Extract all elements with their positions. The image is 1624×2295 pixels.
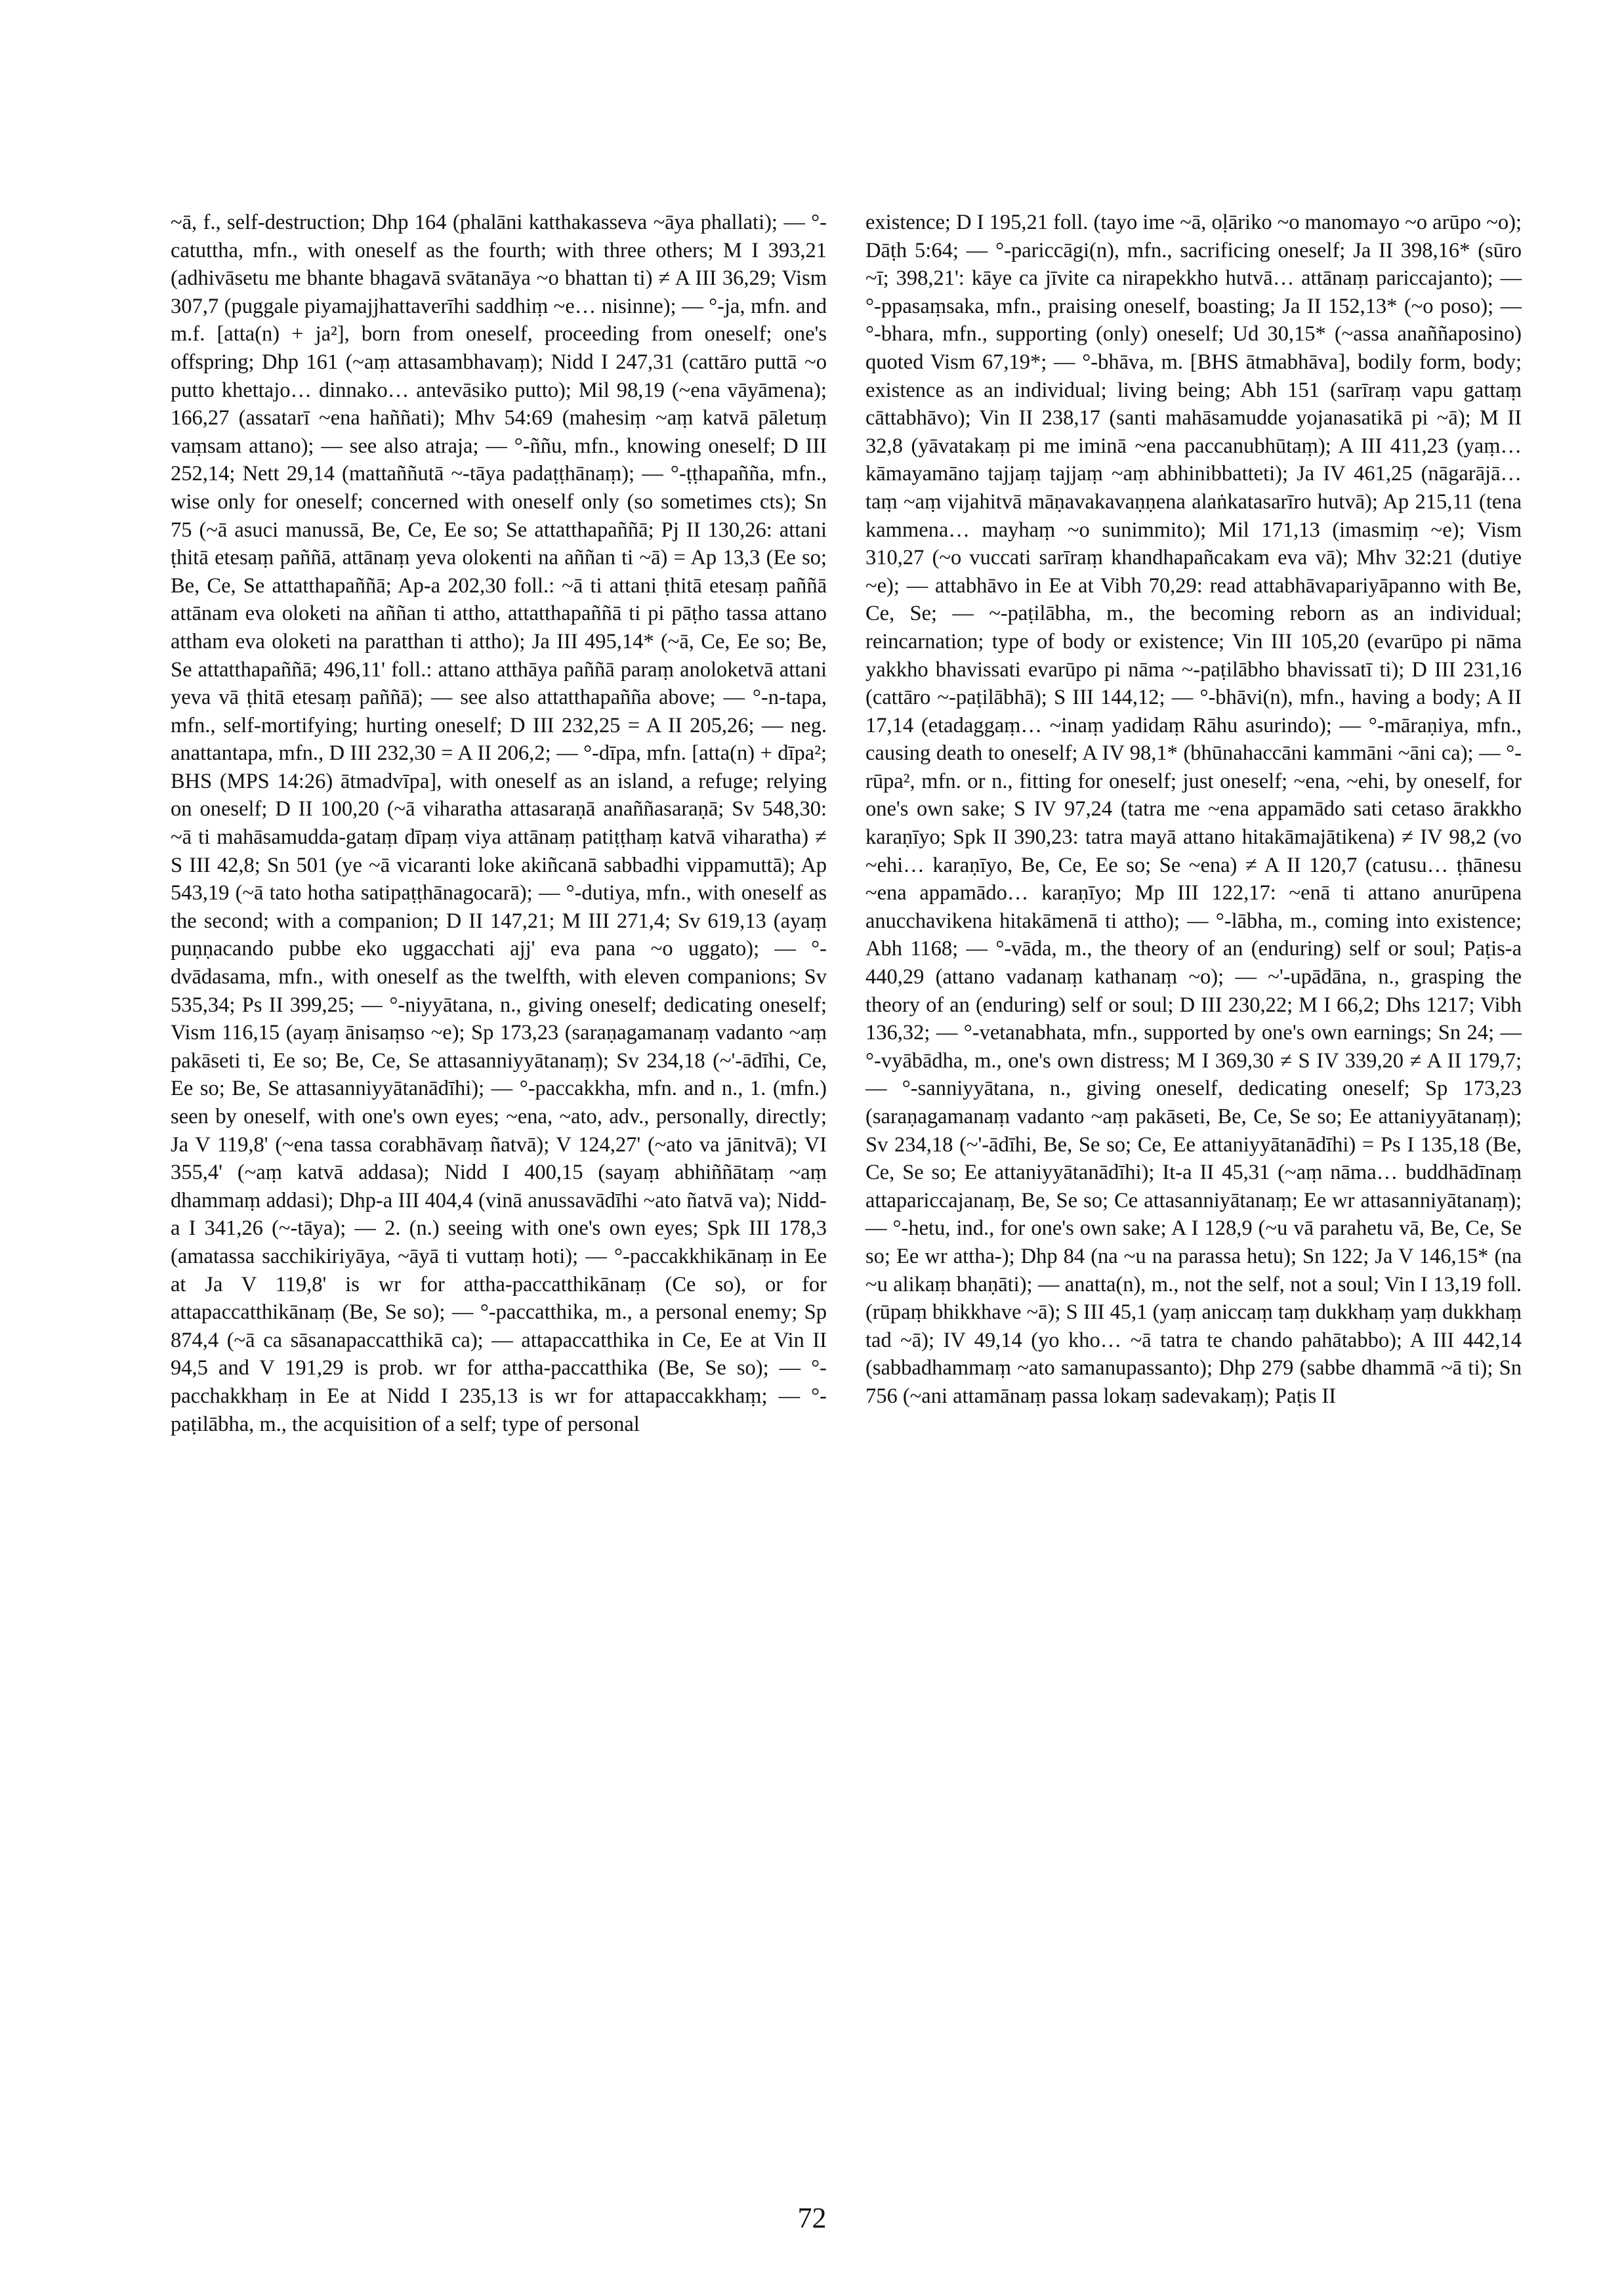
left-column xyxy=(171,209,827,1438)
left-column-text: ~ā, f., self-destruction; Dhp 164 (phalāni katthakasseva ~āya phallati); — °-catuttha, mfn., with oneself as the fourth; with three others; M I 393,21 (adhivāsetu me bhante bhagavā svātanāya ~o bhattan ti) ≠ A III 36,29; Vism 307,7 (puggale piyamajjhattaverīhi saddhiṃ ~e… nisinne); — °-ja, mfn. and m.f. [atta(n) + ja²], born from oneself, proceeding from oneself; one's offspring; Dhp 161 (~aṃ attasambhavaṃ); Nidd I 247,31 (cattāro puttā ~o putto khettajo… dinnako… antevāsiko putto); Mil 98,19 (~ena vāyāmena); 166,27 (assatarī ~ena haññati); Mhv 54:69 (mahesiṃ ~aṃ katvā pāletuṃ vaṃsam attano); — see also atraja; — °-ññu, mfn., knowing oneself; D III 252,14; Nett 29,14 (mattaññutā ~-tāya padaṭṭhānaṃ); — °-ṭṭhapañña, mfn., wise only for oneself; concerned with oneself only (so sometimes cts); Sn 75 (~ā asuci manussā, Be, Ce, Ee so; Se attatthapaññā; Pj II 130,26: attani ṭhitā etesaṃ paññā, attānaṃ yeva olokenti na aññan ti ~ā) = Ap 13,3 (Ee so; Be, Ce, Se attatthapaññā; Ap-a 202,30 foll.: ~ā ti attani ṭhitā etesaṃ paññā attānam eva oloketi na aññan ti attho, attatthapaññā ti pi pāṭho tassa attano attham eva oloketi na paratthan ti attho); Ja III 495,14* (~ā, Ce, Ee so; Be, Se attatthapaññā; 496,11' foll.: attano atthāya paññā paraṃ anoloketvā attani yeva vā ṭhitā etesaṃ paññā); — see also attatthapañña above; — °-n-tapa, mfn., self-mortifying; hurting oneself; D III 232,25 = A II 205,26; — neg. anattantapa, mfn., D III 232,30 = A II 206,2; — °-dīpa, mfn. [atta(n) + dīpa²; BHS (MPS 14:26) ātmadvīpa], with oneself as an island, a refuge; relying on oneself; D II 100,20 (~ā viharatha attasaraṇā anaññasaraṇā; Sv 548,30: ~ā ti mahāsamudda-gataṃ dīpaṃ viya attānaṃ patiṭṭhaṃ katvā viharatha) ≠ S III 42,8; Sn 501 (ye ~ā vicaranti loke akiñcanā sabbadhi vippamuttā); Ap 543,19 (~ā tato hotha satipaṭṭhānagocarā); — °-dutiya, mfn., with oneself as the second; with a companion; D II 147,21; M III 271,4; Sv 619,13 (ayaṃ puṇṇacando pubbe eko uggacchati ajj' eva pana ~o uggato); — °-dvādasama, mfn., with oneself as the twelfth, with eleven companions; Sv 535,34; Ps II 399,25; — °-niyyātana, n., giving oneself; dedicating oneself; Vism 116,15 (ayaṃ ānisaṃso ~e); Sp 173,23 (saraṇagamanaṃ vadanto ~aṃ pakāseti ti, Ee so; Be, Ce, Se attasanniyyātanaṃ); Sv 234,18 (~'-ādīhi, Ce, Ee so; Be, Se attasanniyyātanādīhi); — °-paccakkha, mfn. and n., 1. (mfn.) seen by oneself, with one's own eyes; ~ena, ~ato, adv., personally, directly; Ja V 119,8' (~ena tassa corabhāvaṃ ñatvā); V 124,27' (~ato va jānitvā); VI 355,4' (~aṃ katvā addasa); Nidd I 400,15 (sayaṃ abhiññātaṃ ~aṃ dhammaṃ addasi); Dhp-a III 404,4 (vinā anussavādīhi ~ato ñatvā va); Nidd-a I 341,26 (~-tāya); — 2. (n.) seeing with one's own eyes; Spk III 178,3 (amatassa sacchikiriyāya, ~āyā ti vuttaṃ hoti); — °-paccakkhikānaṃ in Ee at Ja V 119,8' is wr for attha-paccatthikānaṃ (Ce so), or for attapaccatthikānaṃ (Be, Se so); — °-paccatthika, m., a personal enemy; Sp 874,4 (~ā ca sāsanapaccatthikā ca); — attapaccatthika in Ce, Ee at Vin II 94,5 and V 191,29 is prob. wr for attha-paccatthika (Be, Se so); — °-pacchakkhaṃ in Ee at Nidd I 235,13 is wr for attapaccakkhaṃ; — °-paṭilābha, m., the acquisition of a self; type of personal xyxy=(171,211,827,1436)
right-column-text: existence; D I 195,21 foll. (tayo ime ~ā, oḷāriko ~o manomayo ~o arūpo ~o); Dāṭh 5:64; — °-pariccāgi(n), mfn., sacrificing oneself; Ja II 398,16* (sūro ~ī; 398,21': kāye ca jīvite ca nirapekkho hutvā… attānaṃ pariccajanto); — °-ppasaṃsaka, mfn., praising oneself, boasting; Ja II 152,13* (~o poso); — °-bhara, mfn., supporting (only) oneself; Ud 30,15* (~assa anaññaposino) quoted Vism 67,19*; — °-bhāva, m. [BHS ātmabhāva], bodily form, body; existence as an individual; living being; Abh 151 (sarīraṃ vapu gattaṃ cāttabhāvo); Vin II 238,17 (santi mahāsamudde yojanasatikā pi ~ā); M II 32,8 (yāvatakaṃ pi me iminā ~ena paccanubhūtaṃ); A III 411,23 (yaṃ… kāmayamāno tajjaṃ tajjaṃ ~aṃ abhinibbatteti); Ja IV 461,25 (nāgarājā… taṃ ~aṃ vijahitvā māṇavakavaṇṇena alaṅkatasarīro hutvā); Ap 215,11 (tena kammena… mayhaṃ ~o sunimmito); Mil 171,13 (imasmiṃ ~e); Vism 310,27 (~o vuccati sarīraṃ khandhapañcakam eva vā); Mhv 32:21 (dutiye ~e); — attabhāvo in Ee at Vibh 70,29: read attabhāvapariyāpanno with Be, Ce, Se; — ~-paṭilābha, m., the becoming reborn as an individual; reincarnation; type of body or existence; Vin III 105,20 (evarūpo pi nāma yakkho bhavissati evarūpo pi nāma ~-paṭilābho bhavissatī ti); D III 231,16 (cattāro ~-paṭilābhā); S III 144,12; — °-bhāvi(n), mfn., having a body; A II 17,14 (etadaggaṃ… ~inaṃ yadidaṃ Rāhu asurindo); — °-māraṇiya, mfn., causing death to oneself; A IV 98,1* (bhūnahaccāni kammāni ~āni ca); — °-rūpa², mfn. or n., fitting for oneself; just oneself; ~ena, ~ehi, by oneself, for one's own sake; S IV 97,24 (tatra me ~ena appamādo sati cetaso ārakkho karaṇīyo; Spk II 390,23: tatra mayā attano hitakāmajātikena) ≠ IV 98,2 (vo ~ehi… karaṇīyo, Be, Ce, Ee so; Se ~ena) ≠ A II 120,7 (catusu… ṭhānesu ~ena appamādo… karaṇīyo; Mp III 122,17: ~enā ti attano anurūpena anucchavikena hitakāmenā ti attho); — °-lābha, m., coming into existence; Abh 1168; — °-vāda, m., the theory of an (enduring) self or soul; Paṭis-a 440,29 (attano vadanaṃ kathanaṃ ~o); — ~'-upādāna, n., grasping the theory of an (enduring) self or soul; D III 230,22; M I 66,2; Dhs 1217; Vibh 136,32; — °-vetanabhata, mfn., supported by one's own earnings; Sn 24; — °-vyābādha, m., one's own distress; M I 369,30 ≠ S IV 339,20 ≠ A II 179,7; — °-sanniyyātana, n., giving oneself, dedicating oneself; Sp 173,23 (saraṇagamanaṃ vadanto ~aṃ pakāseti, Be, Ce, Se so; Ee attaniyyātanaṃ); Sv 234,18 (~'-ādīhi, Be, Se so; Ce, Ee attaniyyātanādīhi) = Ps I 135,18 (Be, Ce, Se so; Ee attaniyyātanādīhi); It-a II 45,31 (~aṃ nāma… buddhādīnaṃ attapariccajanaṃ, Be, Se so; Ce attasanniyātanaṃ; Ee wr attasanniyātanaṃ); — °-hetu, ind., for one's own sake; A I 128,9 (~u vā parahetu vā, Be, Ce, Se so; Ee wr attha-); Dhp 84 (na ~u na parassa hetu); Sn 122; Ja V 146,15* (na ~u alikaṃ bhaṇāti); — anatta(n), m., not the self, not a soul; Vin I 13,19 foll. (rūpaṃ bhikkhave ~ā); S III 45,1 (yaṃ aniccaṃ taṃ dukkhaṃ yaṃ dukkhaṃ tad ~ā); IV 49,14 (yo kho… ~ā tatra te chando pahātabbo); A III 442,14 (sabbadhammaṃ ~ato samanupassanto); Dhp 279 (sabbe dhammā ~ā ti); Sn 756 (~ani attamānaṃ passa lokaṃ sadevakaṃ); Paṭis II xyxy=(865,211,1522,1408)
right-column xyxy=(865,209,1522,1411)
page-number: 72 xyxy=(797,2202,827,2234)
